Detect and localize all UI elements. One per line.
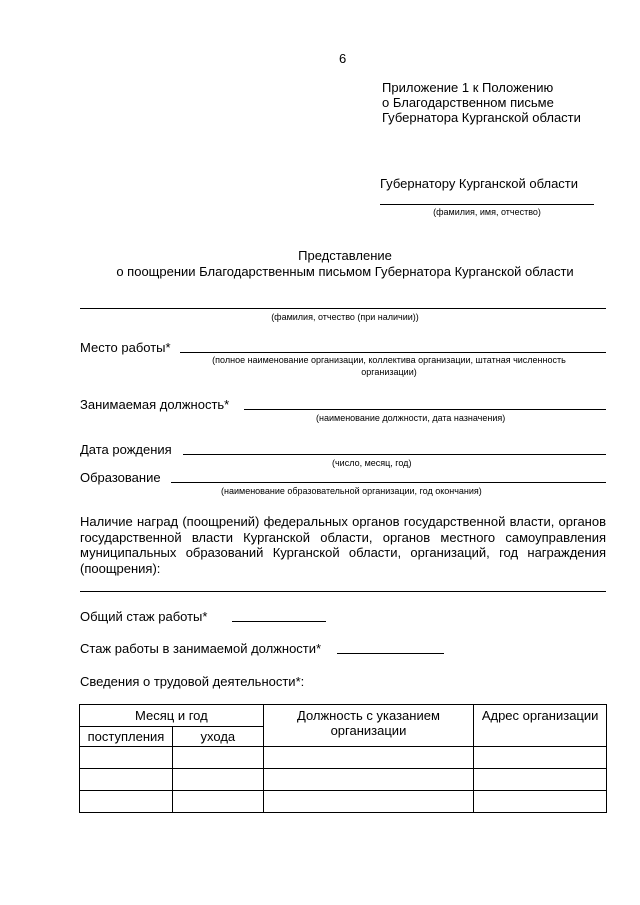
table-cell xyxy=(263,769,473,791)
table-header-month-year: Месяц и год xyxy=(80,705,264,727)
appendix-line-3: Губернатора Курганской области xyxy=(382,110,581,125)
appendix-line-1: Приложение 1 к Положению xyxy=(382,80,554,95)
table-row xyxy=(80,791,607,813)
education-hint: (наименование образовательной организации, год окончания) xyxy=(221,486,482,496)
work-history-label: Сведения о трудовой деятельности*: xyxy=(80,674,305,689)
workplace-hint-line-1: (полное наименование организации, коллектива организации, штатная численность xyxy=(212,355,566,365)
position-experience-line xyxy=(337,653,444,654)
fio-hint: (фамилия, отчество (при наличии)) xyxy=(271,312,419,322)
workplace-hint xyxy=(172,354,606,378)
table-row xyxy=(80,747,607,769)
total-experience-line xyxy=(232,621,326,622)
table-cell xyxy=(474,791,607,813)
table-cell xyxy=(263,791,473,813)
fio-line xyxy=(80,308,606,309)
awards-text: Наличие наград (поощрений) федеральных органов государственной власти, органов государственной власти Курганской области, органов местного самоуправления муниципальных образований Курганской области, организаций, год награждения (поощрения): xyxy=(80,514,606,576)
total-experience-label: Общий стаж работы* xyxy=(80,609,208,624)
addressee-label: Губернатору Курганской области xyxy=(380,176,579,191)
workplace-hint-line-2: организации) xyxy=(361,367,417,377)
table-cell xyxy=(80,769,173,791)
education-line xyxy=(171,482,606,483)
table-header-start: поступления xyxy=(80,727,173,747)
table-cell xyxy=(80,747,173,769)
workplace-line xyxy=(180,352,606,353)
title-line-2: о поощрении Благодарственным письмом Губернатора Курганской области xyxy=(116,264,574,279)
page-number: 6 xyxy=(339,51,347,66)
awards-line xyxy=(80,591,606,592)
table-header-end: ухода xyxy=(172,727,263,747)
table-cell xyxy=(172,769,263,791)
birth-hint: (число, месяц, год) xyxy=(332,458,412,468)
table-cell xyxy=(263,747,473,769)
position-line xyxy=(244,409,606,410)
appendix-block xyxy=(382,80,581,125)
table-cell xyxy=(474,747,607,769)
addressee-hint: (фамилия, имя, отчество) xyxy=(433,207,541,217)
table-cell xyxy=(172,791,263,813)
appendix-line-2: о Благодарственном письме xyxy=(382,95,554,110)
title-line-1: Представление xyxy=(298,248,392,263)
work-history-table xyxy=(79,704,607,813)
birth-line xyxy=(183,454,606,455)
table-cell xyxy=(172,747,263,769)
education-label: Образование xyxy=(80,470,161,485)
table-header-address: Адрес организации xyxy=(474,705,607,747)
table-row xyxy=(80,769,607,791)
position-label: Занимаемая должность* xyxy=(80,397,230,412)
position-hint: (наименование должности, дата назначения) xyxy=(316,413,506,423)
position-experience-label: Стаж работы в занимаемой должности* xyxy=(80,641,322,656)
table-cell xyxy=(80,791,173,813)
addressee-line xyxy=(380,204,594,205)
table-header-position: Должность с указанием организации xyxy=(263,705,473,747)
workplace-label: Место работы* xyxy=(80,340,171,355)
table-cell xyxy=(474,769,607,791)
birth-label: Дата рождения xyxy=(80,442,172,457)
